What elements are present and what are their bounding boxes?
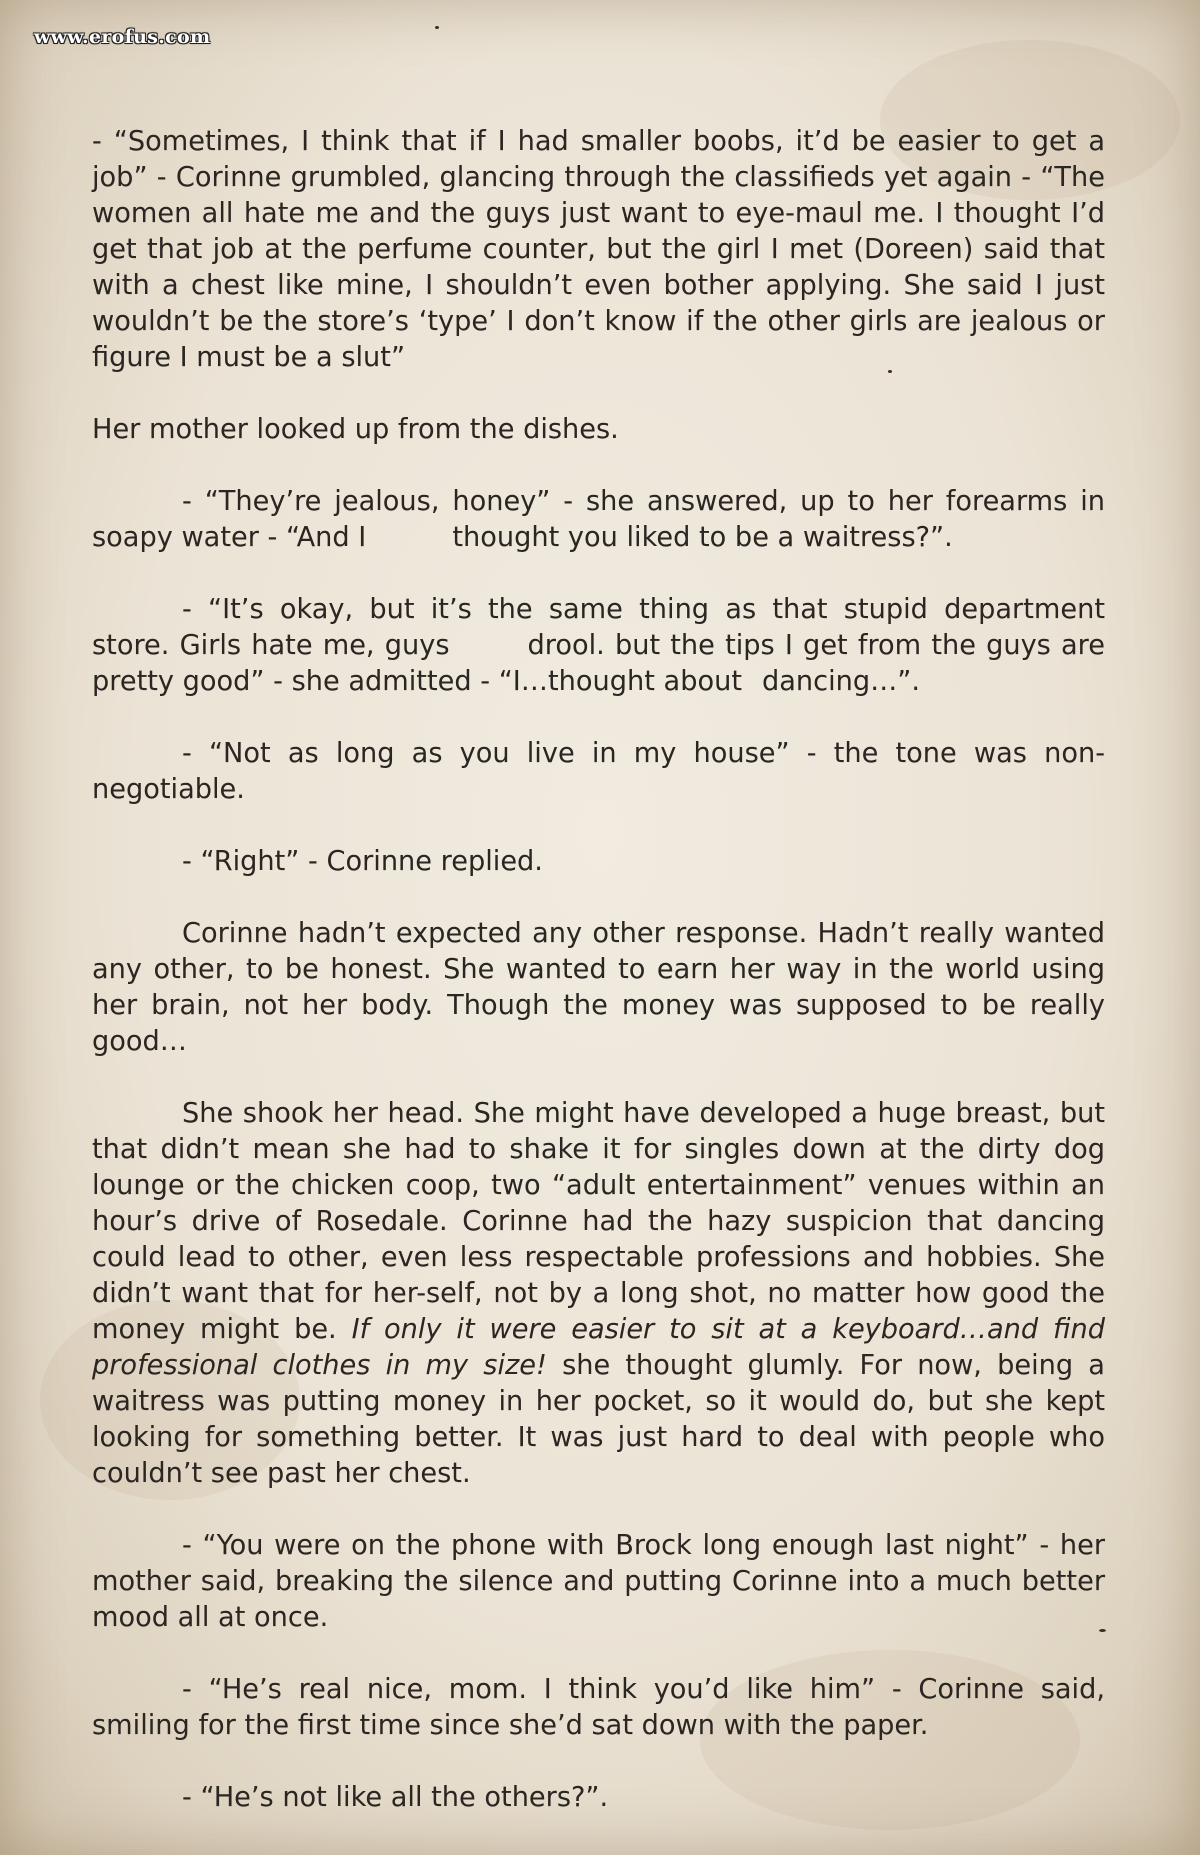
paragraph-text: she thought glumly. For now, being a waitress was putting money in her pocket, so it would do, but she kept looking for something better. It was just hard to deal with people who couldn’t see past her chest. bbox=[92, 1350, 1105, 1489]
paragraph: - “Sometimes, I think that if I had smaller boobs, it’d be easier to get a job” - Corinne grumbled, glancing through the classifieds yet again - “The women all hate me and the guys just want to eye-maul me. I thought I’d get that job at the perfume counter, but the girl I met (Doreen) said that with a chest like mine, I shouldn’t even bother applying. She said I just wouldn’t be the store’s ‘type’ I don’t know if the other girls are jealous or figure I must be a slut” bbox=[92, 126, 1105, 373]
paragraph bbox=[92, 484, 1105, 556]
paragraph-text: She shook her head. She might have developed a huge breast, but that didn’t mean she had to shake it for singles down at the dirty dog lounge or the chicken coop, two “adult entertainment” venues within an hour’s drive of Rosedale. Corinne had the hazy suspicion that dancing could lead to other, even less respectable professions and hobbies. She didn’t want that for her-self, not by a long shot, no matter how good the money might be. bbox=[92, 1098, 1105, 1345]
paragraph-text: - “It’s okay, but it’s the same thing as that stupid department store. Girls hate me, guys bbox=[92, 594, 1105, 661]
paragraph-text: dancing…”. bbox=[761, 666, 921, 697]
paragraph-text: - “They’re jealous, honey” - she answered, up to her forearms in soapy water - “And I bbox=[92, 486, 1105, 553]
paragraph-text: thought you liked to be a waitress?”. bbox=[452, 522, 953, 553]
paragraph: - “He’s real nice, mom. I think you’d like him” - Corinne said, smiling for the first time since she’d sat down with the paper. bbox=[92, 1674, 1105, 1741]
watermark: www.erofus.com bbox=[34, 26, 211, 48]
story-text bbox=[92, 124, 1105, 1852]
paragraph bbox=[92, 1096, 1105, 1492]
paragraph bbox=[92, 592, 1105, 700]
paragraph: - “Not as long as you live in my house” - the tone was non-negotiable. bbox=[92, 738, 1105, 805]
paragraph: - “He’s not like all the others?”. bbox=[182, 1782, 609, 1813]
paragraph: Corinne hadn’t expected any other response. Hadn’t really wanted any other, to be honest. She wanted to earn her way in the world using her brain, not her body. Though the money was supposed to be really good… bbox=[92, 918, 1105, 1057]
paragraph: Her mother looked up from the dishes. bbox=[92, 414, 619, 445]
paragraph: - “Right” - Corinne replied. bbox=[182, 846, 543, 877]
italic-thought: If only it were easier to sit at a keyboard…and find professional clothes in my size! bbox=[92, 1314, 1106, 1381]
paragraph-text: drool. but the tips I get from the guys are pretty good” - she admitted - “I…thought about bbox=[92, 630, 1105, 697]
paragraph: - “You were on the phone with Brock long enough last night” - her mother said, breaking the silence and putting Corinne into a much better mood all at once. bbox=[92, 1530, 1105, 1633]
